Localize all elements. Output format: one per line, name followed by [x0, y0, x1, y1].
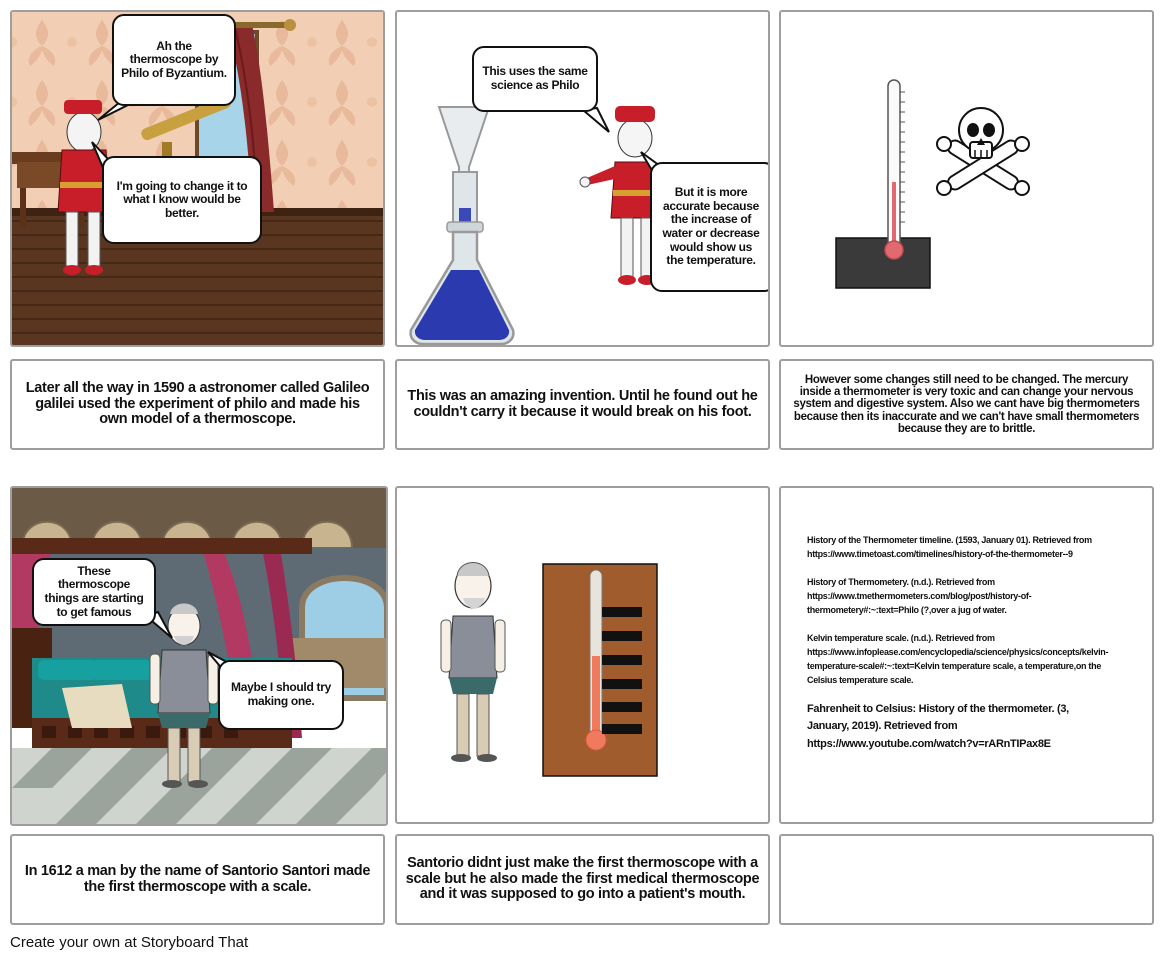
speech-bubble: Ah the thermoscope by Philo of Byzantium. — [112, 14, 236, 106]
reference-item: History of Thermometery. (n.d.). Retrieved from https://www.tmethermometers.com/blog/post/history-of-thermometery#:~:text=Philo (?,over a jug of water. — [807, 576, 1032, 615]
panel-3-image — [779, 10, 1154, 347]
panel-4-scene — [12, 488, 388, 826]
panel-1-image — [10, 10, 385, 347]
speech-bubble: Maybe I should try making one. — [218, 660, 344, 730]
speech-bubble: This uses the same science as Philo — [472, 46, 598, 112]
panel-5-image — [395, 486, 770, 824]
panel-5-scene — [397, 488, 770, 824]
speech-bubble: These thermoscope things are starting to get famous — [32, 558, 156, 626]
speech-bubble: But it is more accurate because the increase of water or decrease would show us the temperature. — [650, 162, 770, 292]
caption-2: This was an amazing invention. Until he found out he couldn't carry it because it would break on his foot. — [395, 359, 770, 450]
reference-item: Kelvin temperature scale. (n.d.). Retrieved from https://www.infoplease.com/encyclopedia/science/physics/concepts/kelvin-temperature-scale#:~:text=Kelvin temperature scale, a temperature,on the Celsius temperature scale. — [807, 632, 1109, 685]
reference-item: History of the Thermometer timeline. (1593, January 01). Retrieved from https://www.timetoast.com/timelines/history-of-the-thermometer--9 — [807, 535, 1092, 559]
speech-bubble: I'm going to change it to what I know would be better. — [102, 156, 262, 244]
caption-6 — [779, 834, 1154, 925]
footer-link[interactable]: Create your own at Storyboard That — [10, 934, 249, 951]
panel-6-image — [779, 486, 1154, 824]
references-list — [807, 534, 1112, 767]
panel-3-scene — [781, 12, 1154, 347]
panel-4-image — [10, 486, 388, 826]
caption-4: In 1612 a man by the name of Santorio Santori made the first thermoscope with a scale. — [10, 834, 385, 925]
caption-3: However some changes still need to be changed. The mercury inside a thermometer is very toxic and can change your nervous system and digestive system. Also we cant have big thermometers because then its inaccurate and we can't have small thermometers because they are to brittle. — [779, 359, 1154, 450]
caption-5: Santorio didnt just make the first thermoscope with a scale but he also made the first medical thermoscope and it was supposed to go into a patient's mouth. — [395, 834, 770, 925]
panel-2-image — [395, 10, 770, 347]
caption-1: Later all the way in 1590 a astronomer called Galileo galilei used the experiment of philo and made his own model of a thermoscope. — [10, 359, 385, 450]
reference-item: Fahrenheit to Celsius: History of the thermometer. (3, January, 2019). Retrieved from https://www.youtube.com/watch?v=rARnTIPax8E — [807, 703, 1069, 750]
